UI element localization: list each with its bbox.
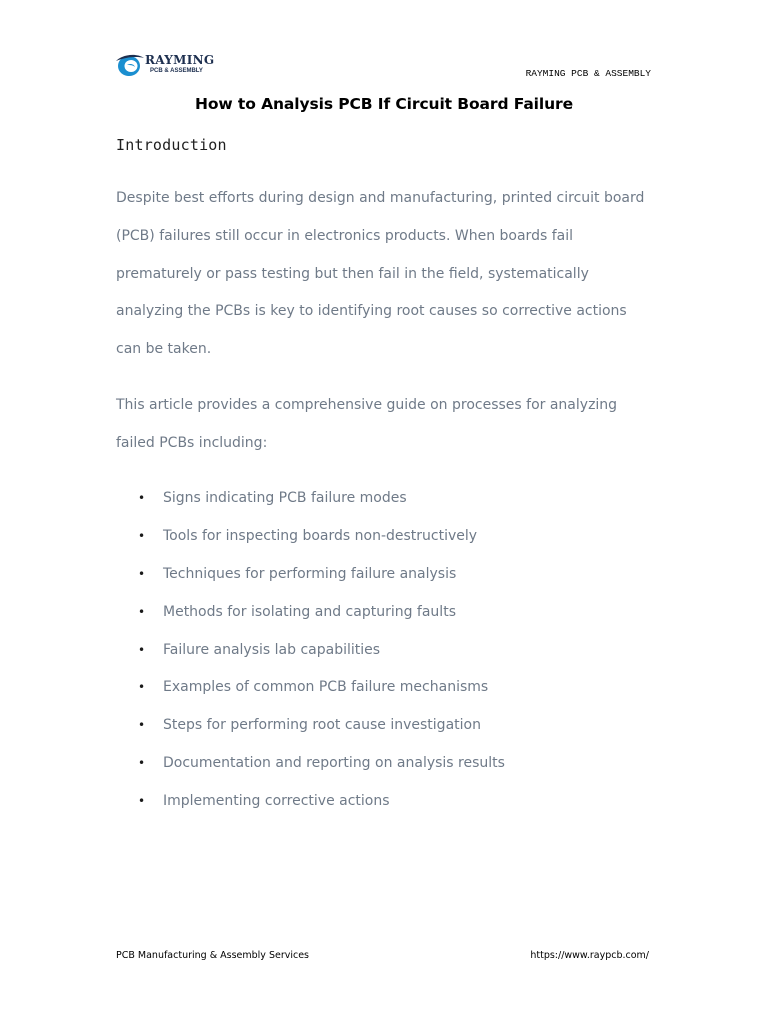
document-title: How to Analysis PCB If Circuit Board Failure xyxy=(195,95,573,113)
bullet-icon: • xyxy=(138,491,146,505)
list-item-text: Implementing corrective actions xyxy=(163,793,390,810)
list-item-text: Steps for performing root cause investigation xyxy=(163,717,481,734)
list-item-text: Failure analysis lab capabilities xyxy=(163,641,381,658)
bullet-icon: • xyxy=(138,528,146,543)
logo-name: RAYMING xyxy=(145,53,215,67)
bullet-icon: • xyxy=(138,680,146,695)
bullet-icon: • xyxy=(138,794,146,809)
list-item-text: Documentation and reporting on analysis results xyxy=(163,755,505,772)
footer-website-link[interactable]: https://www.raypcb.com/ xyxy=(530,950,649,961)
bullet-icon: • xyxy=(138,604,146,619)
company-logo xyxy=(115,50,215,80)
list-item-text: Signs indicating PCB failure modes xyxy=(163,490,407,506)
bullet-icon: • xyxy=(138,756,146,771)
section-heading-introduction: Introduction xyxy=(116,136,227,154)
bullet-icon: • xyxy=(138,566,146,581)
bullet-icon: • xyxy=(138,718,146,733)
logo-subtitle: PCB & ASSEMBLY xyxy=(150,68,203,74)
intro-paragraph: Despite best efforts during design and manufacturing, printed circuit board (PCB) failures still occur in electronics products. When boards fail prematurely or pass testing but then fail in the field, systematically analyzing the PCBs is key to identifying root causes so corrective actions can be taken. xyxy=(116,190,645,358)
list-item-text: Examples of common PCB failure mechanisms xyxy=(163,679,489,696)
header-company-name: RAYMING PCB & ASSEMBLY xyxy=(525,68,651,79)
bullet-icon: • xyxy=(138,642,146,657)
article-overview-paragraph: This article provides a comprehensive guide on processes for analyzing failed PCBs including: xyxy=(116,397,618,451)
list-item-text: Tools for inspecting boards non-destructively xyxy=(163,527,478,544)
footer-services-text: PCB Manufacturing & Assembly Services xyxy=(116,950,310,961)
list-item-text: Techniques for performing failure analysis xyxy=(163,565,457,582)
list-item-text: Methods for isolating and capturing faults xyxy=(163,603,456,620)
rayming-swoosh-logo-icon xyxy=(115,52,145,78)
